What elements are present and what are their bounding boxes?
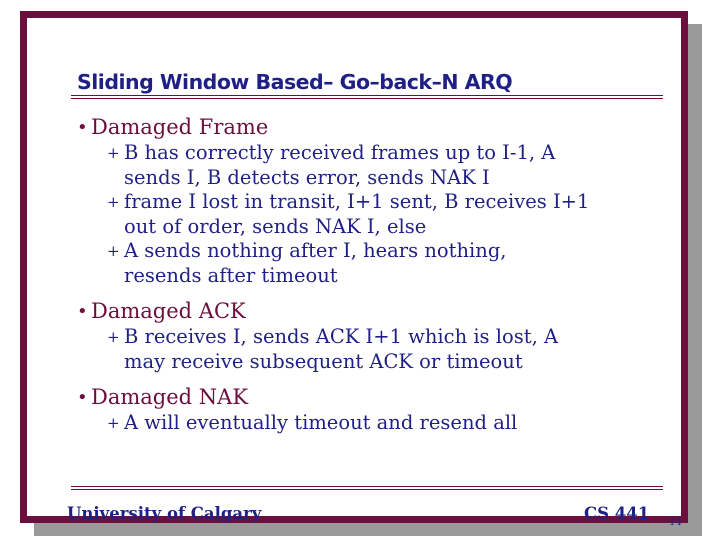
title-divider-bottom bbox=[71, 98, 663, 99]
sub-line: frame I lost in transit, I+1 sent, B receives I+1 bbox=[124, 190, 590, 213]
slide-title: Sliding Window Based– Go–back–N ARQ bbox=[77, 70, 513, 94]
bullet-damaged-ack bbox=[73, 299, 653, 323]
sub-item bbox=[73, 190, 653, 239]
plus-icon: + bbox=[107, 414, 120, 432]
footer-institution: University of Calgary bbox=[67, 504, 262, 523]
bullet-label: Damaged Frame bbox=[91, 115, 269, 139]
plus-icon: + bbox=[107, 242, 120, 260]
bullet-dot-icon: • bbox=[77, 117, 88, 138]
title-divider-top bbox=[71, 95, 663, 96]
sub-line: B receives I, sends ACK I+1 which is lost, A bbox=[124, 325, 559, 348]
bullet-dot-icon: • bbox=[77, 301, 88, 322]
plus-icon: + bbox=[107, 193, 120, 211]
bullet-label: Damaged NAK bbox=[91, 385, 249, 409]
slide-frame bbox=[20, 11, 688, 528]
sub-line: B has correctly received frames up to I-1, A bbox=[124, 141, 556, 164]
sub-line: may receive subsequent ACK or timeout bbox=[124, 349, 523, 373]
sub-item bbox=[73, 239, 653, 288]
footer-course: CS 441 bbox=[584, 504, 650, 523]
sub-item bbox=[73, 325, 653, 374]
bullet-damaged-frame bbox=[73, 115, 653, 139]
slide-body bbox=[73, 115, 653, 436]
sub-list bbox=[73, 325, 653, 374]
sub-list bbox=[73, 411, 653, 436]
sub-list bbox=[73, 141, 653, 288]
sub-line: resends after timeout bbox=[124, 263, 338, 287]
bullet-damaged-nak bbox=[73, 385, 653, 409]
bullet-dot-icon: • bbox=[77, 387, 88, 408]
page-number: 14 bbox=[669, 517, 682, 528]
sub-line: A sends nothing after I, hears nothing, bbox=[124, 239, 507, 262]
sub-item bbox=[73, 141, 653, 190]
plus-icon: + bbox=[107, 328, 120, 346]
sub-line: sends I, B detects error, sends NAK I bbox=[124, 165, 490, 189]
bullet-label: Damaged ACK bbox=[91, 299, 246, 323]
plus-icon: + bbox=[107, 144, 120, 162]
footer-divider-top bbox=[71, 486, 663, 487]
sub-line: A will eventually timeout and resend all bbox=[124, 411, 518, 434]
footer-divider-bottom bbox=[71, 489, 663, 490]
sub-line: out of order, sends NAK I, else bbox=[124, 214, 427, 238]
sub-item bbox=[73, 411, 653, 436]
